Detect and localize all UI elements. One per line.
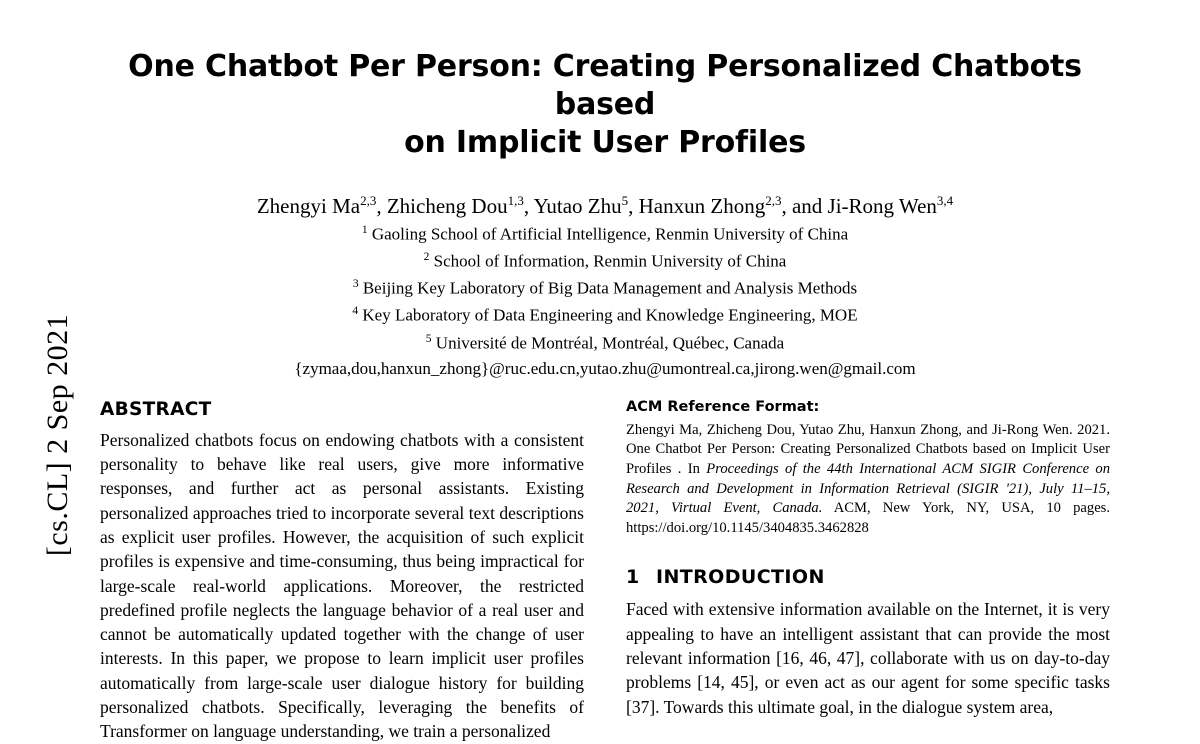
affiliation-marker: 1	[361, 224, 368, 236]
acm-reference-heading: ACM Reference Format:	[626, 398, 820, 415]
acm-ref-line-2: 2021. One Chatbot Per Person: Creating Personalized Chatbots based on	[626, 421, 1110, 458]
affiliation-marker: 2	[423, 251, 430, 264]
acm-ref-line-1: Zhengyi Ma, Zhicheng Dou, Yutao Zhu, Hanxun Zhong, and Ji-Rong Wen.	[626, 421, 1073, 438]
section-number: 1	[626, 566, 640, 589]
acm-ref-venue-3: July 11–15, 2021, Virtual Event, Canada.	[626, 480, 1110, 517]
affiliation-line	[100, 300, 1110, 327]
affiliation-text: Gaoling School of Artificial Intelligence, Renmin University of China	[371, 224, 849, 244]
affiliation-text: School of Information, Renmin University of China	[433, 251, 787, 271]
paper-content	[100, 0, 1110, 744]
page-title	[100, 48, 1110, 162]
author-name: Zhicheng Dou	[386, 194, 508, 218]
author-affil-marker: 3,4	[936, 193, 954, 208]
author-separator: , and	[781, 194, 828, 218]
affiliation-line	[100, 328, 1110, 355]
author-list	[100, 188, 1110, 219]
author-affil-marker: 1,3	[507, 193, 524, 208]
affiliation-marker: 5	[425, 332, 432, 345]
acm-ref-line-4: ACM, New York, NY, USA, 10 pages.	[822, 500, 1110, 517]
acm-reference-body	[626, 421, 1110, 539]
left-column	[100, 399, 584, 744]
author-name: Hanxun Zhong	[638, 194, 766, 218]
author-affil-marker: 5	[621, 193, 629, 208]
author-name: Yutao Zhu	[533, 194, 622, 218]
acm-ref-line-3: Implicit User Profiles . In	[626, 441, 1110, 477]
affiliation-line	[100, 219, 1110, 246]
author-separator: ,	[523, 194, 534, 218]
introduction-heading	[626, 566, 1110, 588]
author-separator: ,	[628, 194, 639, 218]
affiliation-line	[100, 273, 1110, 300]
abstract-heading: ABSTRACT	[100, 398, 212, 420]
acm-ref-doi[interactable]: https://doi.org/10.1145/3404835.3462828	[626, 519, 869, 536]
author-emails: {zymaa,dou,hanxun_zhong}@ruc.edu.cn,yutao.zhu@umontreal.ca,jirong.wen@gmail.com	[294, 358, 916, 378]
affiliation-text: Key Laboratory of Data Engineering and Knowledge Engineering, MOE	[362, 306, 858, 326]
author-name: Ji-Rong Wen	[827, 194, 937, 218]
title-line-1: One Chatbot Per Person: Creating Personalized Chatbots based	[128, 49, 1082, 122]
abstract-body: Personalized chatbots focus on endowing chatbots with a consistent personality to behave like real users, give more informative responses, and further act as personal assistants. Existing personalized approaches tried to incorporate several text descriptions as explicit user profiles. However, the acquisition of such explicit profiles is expensive and time-consuming, thus being impractical for large-scale real-world applications. Moreover, the restricted predefined profile neglects the language behavior of a real user and cannot be automatically updated together with the change of user interests. In this paper, we propose to learn implicit user profiles automatically from large-scale user dialogue history for building personalized chatbots. Specifically, leveraging the benefits of Transformer on language understanding, we train a personalized	[100, 429, 584, 742]
author-affil-marker: 2,3	[360, 193, 377, 208]
two-column-body	[100, 399, 1110, 744]
arxiv-stamp: [cs.CL] 2 Sep 2021	[41, 313, 74, 557]
section-title: INTRODUCTION	[656, 566, 825, 589]
author-separator: ,	[376, 194, 387, 218]
right-column	[626, 399, 1110, 744]
introduction-body: Faced with extensive information available on the Internet, it is very appealing to have an intelligent assistant that can provide the most relevant information [16, 46, 47], collaborate with us on day-to-day problems [14, 45], or even act as our agent for some specific tasks [37]. Towards this ultimate goal, in the dialogue system area,	[626, 599, 1110, 717]
acm-ref-venue-2: Conference on Research and Development in Information Retrieval (SIGIR '21),	[626, 460, 1111, 497]
acm-ref-venue-1: Proceedings of the 44th International ACM SIGIR	[706, 460, 1016, 477]
affiliation-marker: 4	[352, 305, 359, 318]
title-line-2: on Implicit User Profiles	[404, 125, 806, 160]
author-affil-marker: 2,3	[765, 193, 782, 208]
affiliation-text: Beijing Key Laboratory of Big Data Management and Analysis Methods	[362, 278, 858, 298]
affiliation-text: Université de Montréal, Montréal, Québec, Canada	[435, 333, 785, 353]
author-name: Zhengyi Ma	[256, 194, 361, 218]
affiliation-line	[100, 246, 1110, 273]
affiliation-marker: 3	[352, 278, 359, 291]
